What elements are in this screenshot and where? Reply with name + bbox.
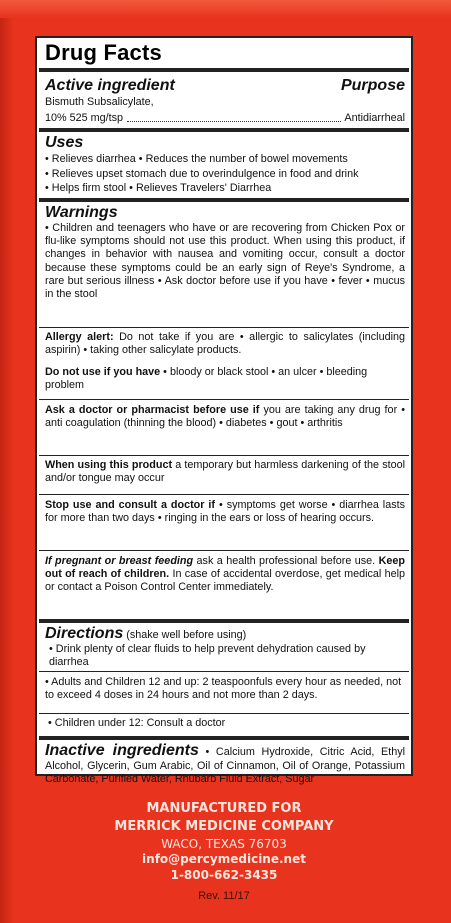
- company-name: MERRICK MEDICINE COMPANY: [114, 819, 334, 834]
- drug-facts-panel: [35, 36, 413, 786]
- ingredient-strength-line: [45, 112, 405, 125]
- manufactured-for: MANUFACTURED FOR: [146, 801, 302, 816]
- revision: Rev. 11/17: [198, 890, 250, 902]
- directions-children: • Children under 12: Consult a doctor: [48, 717, 226, 729]
- stop-use-text: • symptoms get worse • diarrhea lasts for more than two days • ringing in the ears or loss of hearing occurs.: [45, 499, 406, 525]
- allergy-alert: [37, 328, 411, 364]
- stop-use-label: Stop use and consult a doctor if: [45, 499, 216, 511]
- uses-line: • Helps firm stool • Relieves Travelers' Diarrhea: [45, 182, 272, 194]
- inactive-heading: Inactive ingredients: [45, 742, 199, 759]
- directions-section: [37, 623, 411, 669]
- company-email: info@percymedicine.net: [142, 852, 306, 866]
- when-using: [37, 456, 411, 494]
- warnings-heading: Warnings: [45, 204, 118, 221]
- active-ingredient-heading: Active ingredient: [45, 77, 175, 94]
- do-not-use-label: Do not use if you have: [45, 366, 161, 378]
- drug-facts-title: Drug Facts: [45, 40, 162, 65]
- uses-line: • Relieves upset stomach due to overindulgence in food and drink: [45, 167, 359, 180]
- inactive-text: • Calcium Hydroxide, Citric Acid, Ethyl Alcohol, Glycerin, Gum Arabic, Oil of Cinnamon, Oil of Orange, Potassium Carbonate, Purified Water, Rhubarb Fluid Extract, Sugar: [45, 746, 405, 786]
- directions-adults: • Adults and Children 12 and up: 2 teaspoonfuls every hour as needed, not to exceed 4 doses in 24 hours and not more than 2 days.: [45, 676, 402, 702]
- allergy-alert-text: Do not take if you are • allergic to salicylates (including aspirin) • taking other salicylate products.: [45, 331, 405, 357]
- company-phone: 1-800-662-3435: [170, 868, 278, 882]
- pregnancy-warning: [37, 551, 411, 619]
- inactive-ingredients-section: [37, 740, 411, 786]
- overdose-text: In case of accidental overdose, get medical help or contact a Poison Control Center immediately.: [45, 568, 405, 594]
- when-using-text: a temporary but harmless darkening of the stool and/or tongue may occur: [45, 459, 405, 485]
- active-ingredient-header: [45, 72, 405, 95]
- ingredient-purpose: Antidiarrheal: [344, 112, 405, 125]
- ask-doctor: [37, 400, 411, 455]
- do-not-use-text: • bloody or black stool • an ulcer • bleeding problem: [45, 366, 368, 392]
- allergy-alert-label: Allergy alert:: [45, 331, 114, 343]
- do-not-use: [37, 364, 411, 399]
- box-top-edge: [0, 0, 451, 18]
- when-using-label: When using this product: [45, 459, 173, 471]
- pregnancy-text: ask a health professional before use.: [193, 555, 379, 567]
- ingredient-strength: 10% 525 mg/tsp: [45, 112, 124, 125]
- purpose-heading: Purpose: [340, 77, 405, 94]
- ingredient-name: Bismuth Subsalicylate,: [45, 96, 154, 108]
- leader-dots: [127, 121, 341, 122]
- directions-fluids: • Drink plenty of clear fluids to help prevent dehydration caused by diarrhea: [49, 643, 366, 669]
- keep-out-label: Keep out of reach of children.: [45, 555, 405, 581]
- pregnancy-label: If pregnant or breast feeding: [45, 555, 194, 567]
- uses-section: [37, 132, 411, 198]
- active-ingredient-section: [37, 72, 411, 128]
- ask-doctor-label: Ask a doctor or pharmacist before use if: [45, 404, 260, 416]
- uses-line: • Relieves diarrhea • Reduces the number of bowel movements: [45, 153, 348, 165]
- ask-doctor-text: you are taking any drug for • anti coagulation (thinning the blood) • diabetes • gout • arthritis: [45, 404, 405, 430]
- stop-use: [37, 495, 411, 550]
- company-address: WACO, TEXAS 76703: [161, 837, 287, 851]
- directions-note: (shake well before using): [123, 629, 247, 641]
- reyes-warning: • Children and teenagers who have or are recovering from Chicken Pox or flu-like symptoms should not use this product. When using this product, if changes in behavior with nausea and vomiting occur, consult a doctor because these symptoms could be an early sign of Reye's Syndrome, a rare but serious illness • Ask doctor before use if you have • fever • mucus in the stool: [45, 222, 405, 301]
- uses-heading: Uses: [45, 134, 84, 151]
- warnings-section: [37, 202, 411, 327]
- box-side-edge: [0, 0, 14, 923]
- directions-heading: Directions: [45, 625, 124, 642]
